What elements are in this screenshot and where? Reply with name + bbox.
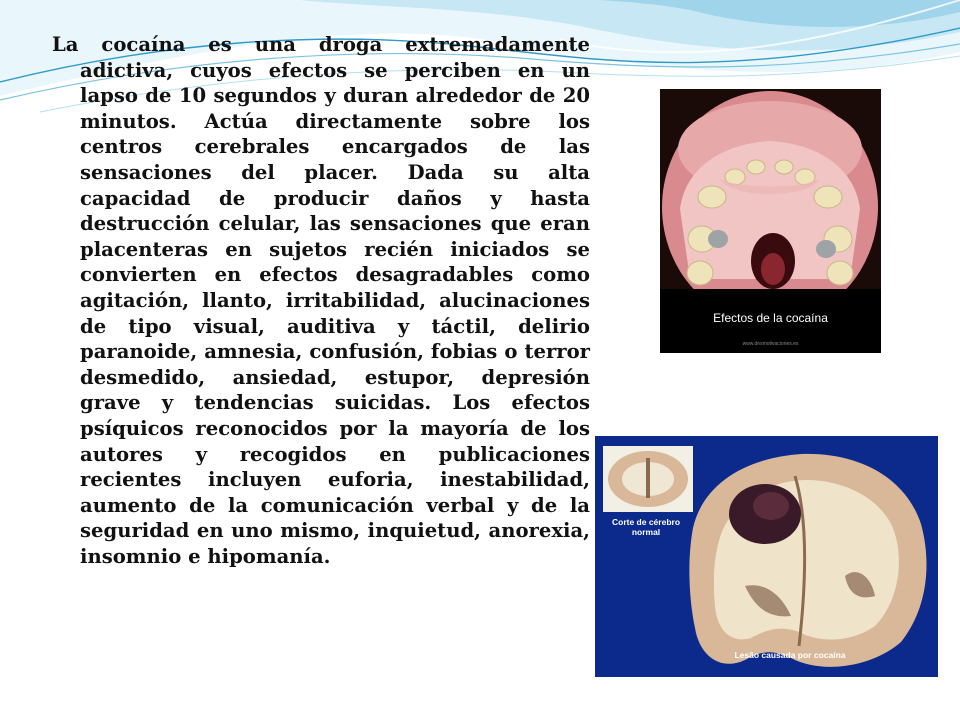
slide-body-text: La cocaína es una droga extremadamente adictiva, cuyos efectos se perciben en un lapso de 10 segundos y duran alrededor de 20 minutos. Actúa directamente sobre los centros cerebrales encargados de las sensaciones del placer. Dada su alta capacidad de producir daños y hasta destrucción celular, las sensaciones que eran placenteras en sujetos recién iniciados se convierten en efectos desagradables como agitación, llanto, irritabilidad, alucinaciones de tipo visual, auditiva y táctil, delirio paranoide, amnesia, confusión, fobias o terror desmedido, ansiedad, estupor, depresión grave y tendencias suicidas. Los efectos psíquicos reconocidos por la mayoría de los autores y recogidos en publicaciones recientes incluyen euforia, inestabilidad, aumento de la comunicación verbal y de la seguridad en uno mismo, inquietud, anorexia, insomnio e hipomanía.	[52, 33, 590, 568]
lesion-brain-caption: Lesão causada por cocaína	[734, 650, 846, 660]
mouth-photo-caption: Efectos de la cocaína	[713, 311, 828, 325]
mouth-photo-credit: www.desmotivaciones.es	[742, 341, 799, 347]
normal-brain-caption: Corte de cérebro normal	[611, 517, 681, 537]
brain-photo	[595, 436, 938, 677]
brain-illustration	[595, 436, 938, 677]
mouth-photo	[660, 89, 881, 353]
